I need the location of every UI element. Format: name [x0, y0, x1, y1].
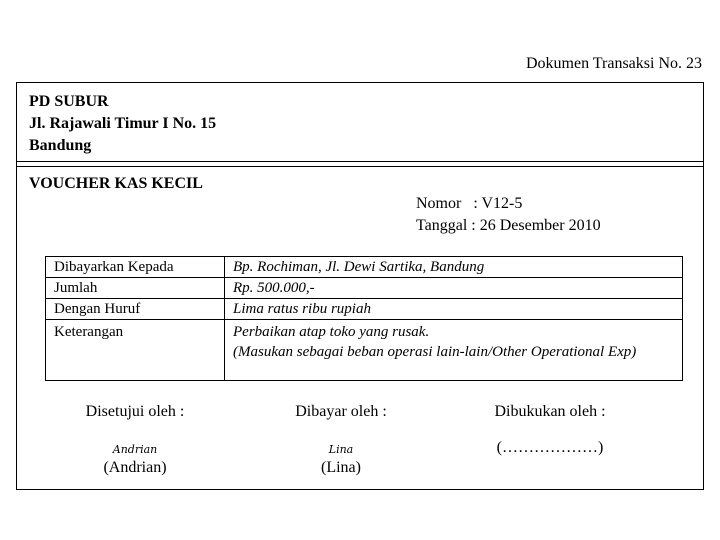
row-value: Bp. Rochiman, Jl. Dewi Sartika, Bandung [225, 257, 683, 278]
signature-booked [483, 403, 617, 457]
signer-name: (………………) [496, 439, 604, 456]
company-address: Jl. Rajawali Timur I No. 15 [29, 115, 217, 132]
row-value: Rp. 500.000,- [225, 278, 683, 299]
signer-name: (Lina) [321, 459, 361, 476]
company-city: Bandung [29, 137, 92, 154]
handwritten-signature: Andrian [112, 443, 158, 456]
voucher-number: Nomor : V12-5 [416, 195, 523, 212]
table-row [46, 299, 683, 320]
table-row [46, 278, 683, 299]
signature-title: Dibukukan oleh : [494, 403, 606, 420]
signature-title: Disetujui oleh : [85, 403, 185, 420]
row-label: Dengan Huruf [46, 299, 225, 320]
signature-approved [81, 403, 189, 477]
keterangan-line: (Masukan sebagai beban operasi lain-lain/Other Operational Exp) [233, 344, 637, 360]
voucher-date: Tanggal : 26 Desember 2010 [416, 217, 601, 234]
keterangan-label: Keterangan [46, 320, 225, 381]
signer-name: (Andrian) [103, 459, 167, 476]
handwritten-signature: Lina [328, 443, 354, 456]
row-label: Dibayarkan Kepada [46, 257, 225, 278]
company-name: PD SUBUR [29, 93, 109, 110]
signature-title: Dibayar oleh : [295, 403, 387, 420]
divider [17, 161, 703, 162]
voucher-frame [16, 82, 704, 490]
row-value: Lima ratus ribu rupiah [225, 299, 683, 320]
voucher-meta [416, 193, 601, 237]
divider [17, 166, 703, 167]
keterangan-value [225, 320, 683, 381]
signature-paid [287, 403, 395, 477]
voucher-title: VOUCHER KAS KECIL [29, 175, 203, 192]
document-number: Dokumen Transaksi No. 23 [525, 55, 702, 72]
company-header [29, 91, 216, 157]
voucher-details-table [45, 256, 683, 381]
keterangan-line: Perbaikan atap toko yang rusak. [233, 324, 430, 340]
row-label: Jumlah [46, 278, 225, 299]
table-row [46, 257, 683, 278]
table-row [46, 320, 683, 381]
